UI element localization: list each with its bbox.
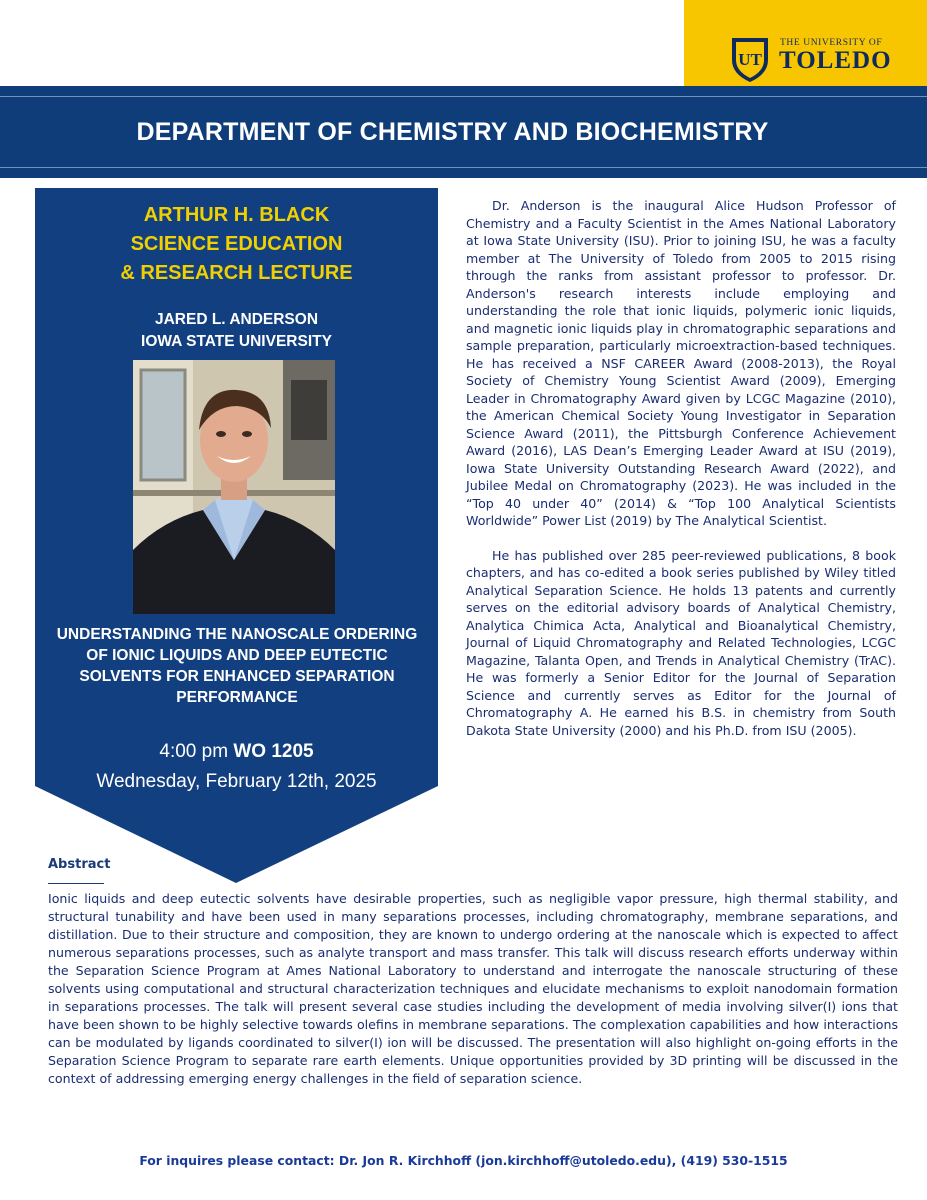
speaker-block	[35, 309, 438, 353]
speaker-name: JARED L. ANDERSON	[154, 311, 319, 328]
talk-title: UNDERSTANDING THE NANOSCALE ORDERING OF IONIC LIQUIDS AND DEEP EUTECTIC SOLVENTS FOR ENHANCED SEPARATION PERFORMANCE	[56, 626, 418, 706]
speaker-affiliation: IOWA STATE UNIVERSITY	[141, 333, 332, 350]
series-line-2: SCIENCE EDUCATION	[130, 233, 343, 255]
abstract-text: Ionic liquids and deep eutectic solvents have desirable properties, such as negligible vapor pressure, high thermal stability, and structural tunability and have been used in many separations processes, including chromatography, membrane separations, and distillation. Due to their structure and composition, they are known to undergo ordering at the nanoscale which is expected to affect numerous separations processes, such as analyte transport and mass transfer. This talk will discuss research efforts underway within the Separation Science Program at Ames National Laboratory to understand and interrogate the nanoscale structuring of these solvents using computational and structural characterization techniques and elucidate mechanisms to exploit nanodomain formation in separations processes. The talk will present several case studies including the development of media involving silver(I) ions that have been shown to be highly selective towards olefins in membrane separations. The complexation capabilities and how interactions can be modulated by ligands coordinated to silver(I) ion will be discussed. The presentation will also highlight on-going efforts in the Separation Science Program to separate rare earth elements. Unique opportunities provided by 3D printing will be discussed in the context of addressing emerging energy challenges in the field of separation science.	[48, 891, 898, 1086]
bio-paragraph-1: Dr. Anderson is the inaugural Alice Hudson Professor of Chemistry and a Faculty Scientist in the Ames National Laboratory at Iowa State University (ISU). Prior to joining ISU, he was a faculty member at The University of Toledo from 2005 to 2015 rising through the ranks from assistant professor to professor. Dr. Anderson's research interests include employing and understanding the role that ionic liquids, polymeric ionic liquids, and magnetic ionic liquids play in chromatographic separations and sample preparation, particularly microextraction-based techniques. He has received a NSF CAREER Award (2008-2013), the Royal Society of Chemistry Young Scientist Award (2009), Emerging Leader in Chromatography Award given by LCGC Magazine (2010), the American Chemical Society Young Investigator in Separation Science Award (2011), the Pittsburgh Conference Achievement Award (2016), LAS Dean’s Emerging Leader Award at ISU (2019), Iowa State University Outstanding Research Award (2022), and Jubilee Medal on Chromatography (2023). He was included in the “Top 40 under 40” (2014) & “Top 100 Analytical Scientists Worldwide” Power List (2019) by The Analytical Scientist.	[466, 198, 896, 528]
ut-shield-icon	[728, 34, 772, 84]
contact-line: For inquires please contact: Dr. Jon R. Kirchhoff (jon.kirchhoff@utoledo.edu), (419) 530-1515	[139, 1153, 788, 1168]
speaker-bio	[466, 197, 896, 739]
series-line-3: & RESEARCH LECTURE	[120, 262, 353, 284]
department-title: DEPARTMENT OF CHEMISTRY AND BIOCHEMISTRY	[136, 118, 769, 146]
lecture-date: Wednesday, February 12th, 2025	[96, 771, 377, 792]
speaker-photo	[133, 360, 335, 614]
lecture-room: WO 1205	[233, 741, 314, 762]
lecture-series-title	[35, 201, 438, 288]
time-room	[35, 741, 438, 763]
bio-paragraph-2: He has published over 285 peer-reviewed publications, 8 book chapters, and has co-edited a book series published by Wiley titled Analytical Separation Science. He holds 13 patents and currently serves on the editorial advisory boards of Analytical Chemistry, Analytica Chimica Acta, Analytical and Bioanalytical Chemistry, Journal of Liquid Chromatography and Related Technologies, LCGC Magazine, Talanta Open, and Trends in Analytical Chemistry (TrAC). He was formerly a Senior Editor for the Journal of Separation Science and currently serves as Editor for the Journal of Chromatography A. He earned his B.S. in chemistry from South Dakota State University (2000) and his Ph.D. from ISU (2005).	[466, 547, 896, 738]
logo-line-1: THE UNIVERSITY OF	[780, 38, 883, 48]
series-line-1: ARTHUR H. BLACK	[143, 204, 330, 226]
logo-line-2: TOLEDO	[779, 47, 892, 74]
abstract-heading: Abstract	[48, 857, 111, 872]
lecture-time: 4:00 pm	[159, 741, 229, 762]
abstract-underline	[48, 883, 104, 884]
logo-monogram: UT	[738, 50, 762, 69]
